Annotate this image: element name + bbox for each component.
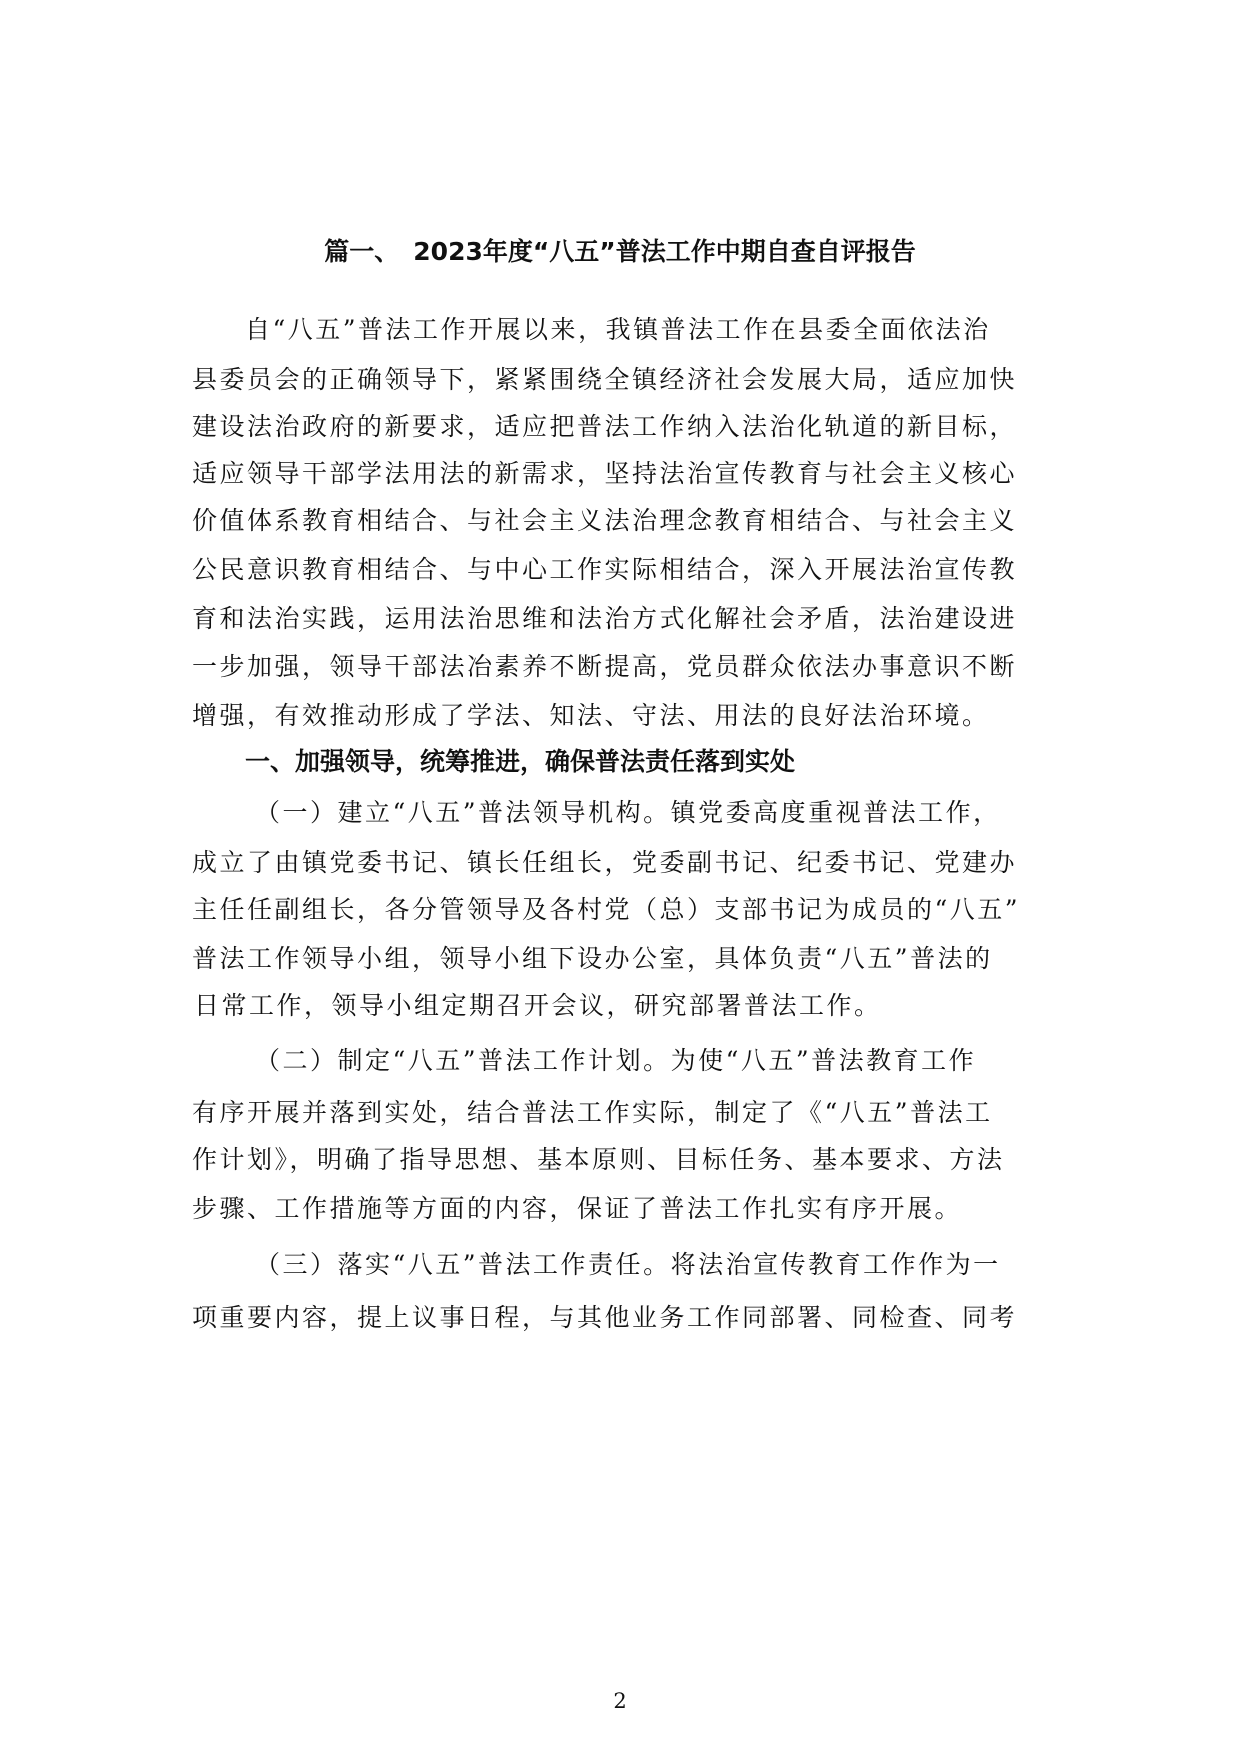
title-text: 2023年度“八五”普法工作中期自查自评报告 (413, 237, 916, 266)
intro-line: 一步加强，领导干部法冶素养不断提高，党员群众依法办事意识不断 (192, 652, 1018, 681)
section-heading: 一、加强领导，统筹推进，确保普法责任落到实处 (245, 747, 796, 776)
intro-line: 建设法治政府的新要求，适应把普法工作纳入法治化轨道的新目标， (192, 412, 1018, 441)
item-1-line: 普法工作领导小组，领导小组下设办公室，具体负责“八五”普法的 (192, 944, 993, 973)
item-3-line: （三）落实“八五”普法工作责任。将法治宣传教育工作作为一 (255, 1250, 1001, 1279)
item-2-line: （二）制定“八五”普法工作计划。为使“八五”普法教育工作 (255, 1046, 977, 1075)
intro-line: 县委员会的正确领导下，紧紧围绕全镇经济社会发展大局，适应加快 (192, 365, 1018, 394)
document-title (0, 232, 1240, 272)
item-2-line: 作计划》，明确了指导思想、基本原则、目标任务、基本要求、方法 (192, 1145, 1005, 1174)
intro-line: 增强，有效推动形成了学法、知法、守法、用法的良好法治环境。 (192, 701, 990, 730)
item-3-line: 项重要内容，提上议事日程，与其他业务工作同部署、同检查、同考 (192, 1303, 1018, 1332)
intro-line: 适应领导干部学法用法的新需求，坚持法治宣传教育与社会主义核心 (192, 459, 1018, 488)
title-prefix: 篇一、 (324, 237, 400, 266)
intro-line: 育和法治实践，运用法治思维和法治方式化解社会矛盾，法治建设进 (192, 604, 1018, 633)
intro-line: 自“八五”普法工作开展以来，我镇普法工作在县委全面依法治 (245, 315, 991, 344)
intro-line: 价值体系教育相结合、与社会主义法治理念教育相结合、与社会主义 (192, 506, 1018, 535)
intro-line: 公民意识教育相结合、与中心工作实际相结合，深入开展法治宣传教 (192, 555, 1018, 584)
page-number: 2 (613, 1689, 627, 1713)
item-1-line: 成立了由镇党委书记、镇长任组长，党委副书记、纪委书记、党建办 (192, 848, 1018, 877)
item-2-line: 有序开展并落到实处，结合普法工作实际，制定了《“八五”普法工 (192, 1098, 993, 1127)
item-1-line: （一）建立“八五”普法领导机构。镇党委高度重视普法工作， (255, 798, 1001, 827)
item-1-line: 主任任副组长，各分管领导及各村党（总）支部书记为成员的“八五” (192, 895, 1021, 924)
item-1-line: 日常工作，领导小组定期召开会议，研究部署普法工作。 (194, 991, 882, 1020)
item-2-line: 步骤、工作措施等方面的内容，保证了普法工作扎实有序开展。 (192, 1194, 963, 1223)
